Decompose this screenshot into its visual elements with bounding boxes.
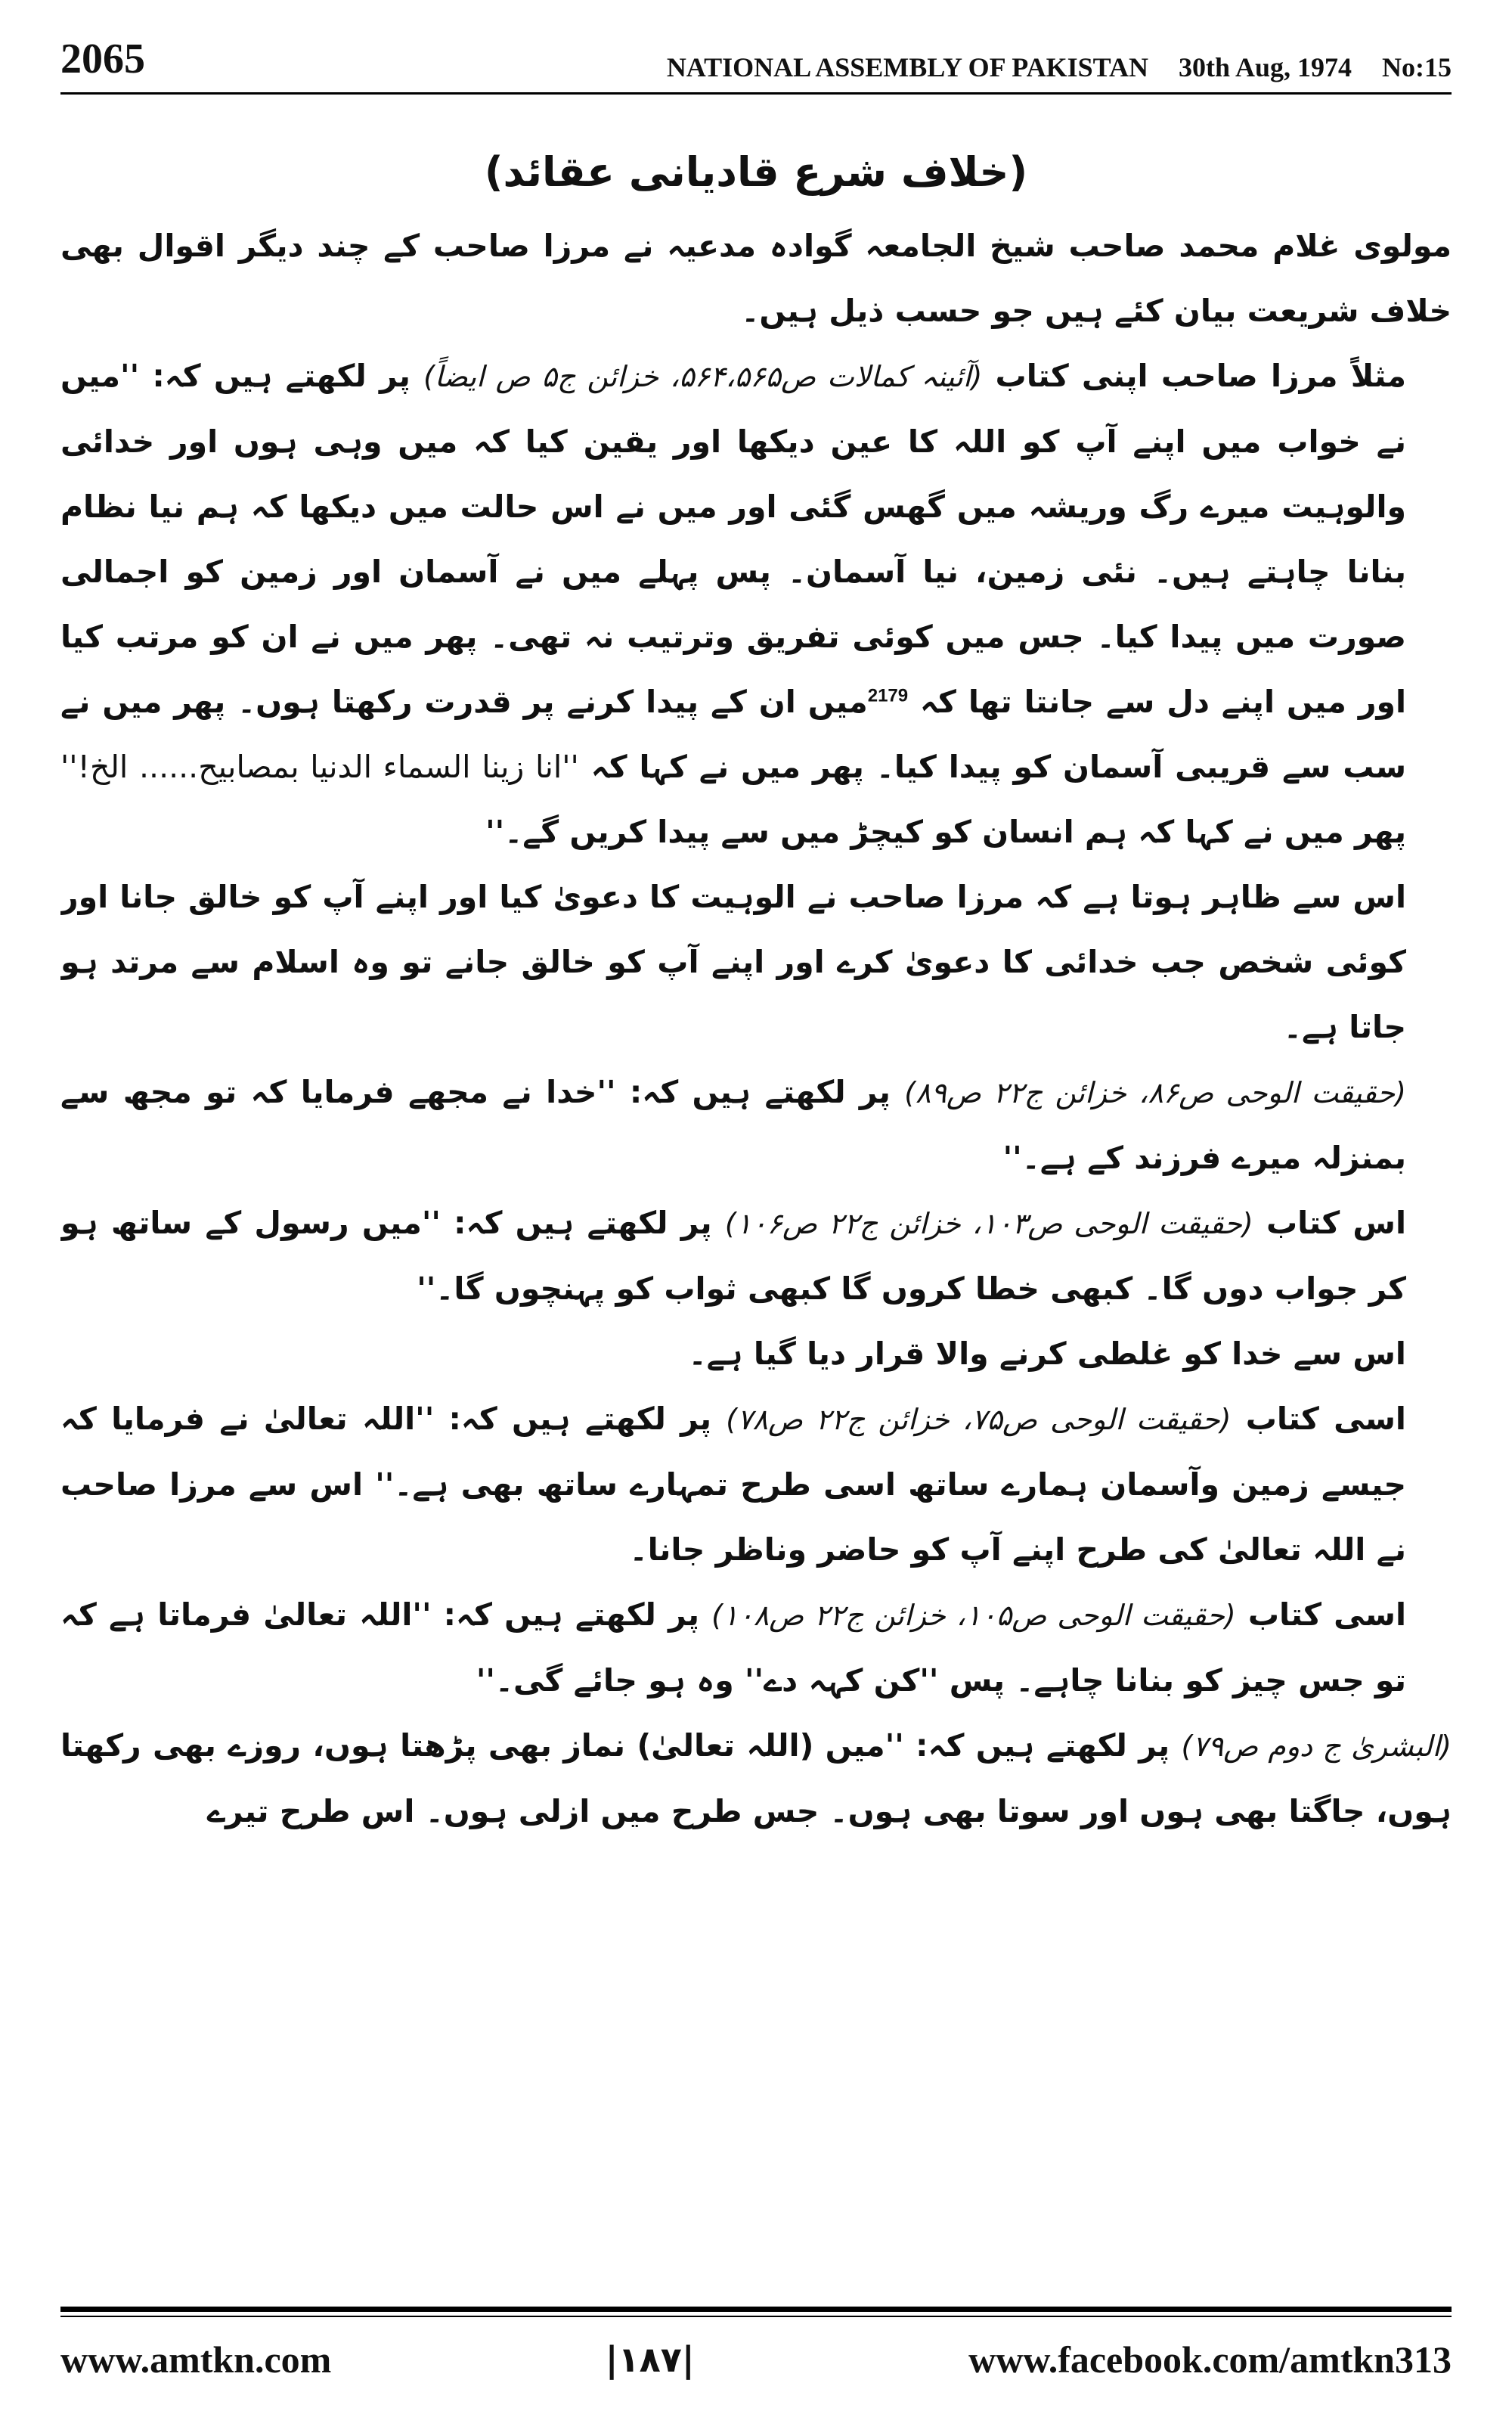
issue-number: No:15 (1382, 52, 1452, 82)
quote-5-lead: اسی کتاب (1247, 1596, 1406, 1633)
quote-6-text: پر لکھتے ہیں کہ: ''میں (اللہ تعالیٰ) نماز بھی پڑھتا ہوں، روزے بھی رکھتا ہوں، جاگتا بھی ہوں اور سوتا بھی ہوں۔ جس طرح میں ازلی ہوں۔ اس طرح تیرے (60, 1727, 1452, 1829)
quote-4-text: پر لکھتے ہیں کہ: ''اللہ تعالیٰ نے فرمایا کہ جیسے زمین وآسمان ہمارے ساتھ اسی طرح تمہارے ساتھ بھی ہے۔'' اس سے مرزا صاحب نے اللہ تعالیٰ کی طرح اپنے آپ کو حاضر وناظر جانا۔ (60, 1401, 1406, 1568)
quote-1-text: پر لکھتے ہیں کہ: ''میں نے خواب میں اپنے آپ کو اللہ کا عین دیکھا اور یقین کیا کہ میں وہی ہوں اور خدائی والوہیت میرے رگ وریشہ میں گھس گئی اور میں نے اس حالت میں دیکھا کہ ہم نیا نظام بنانا چاہتے ہیں۔ نئی زمین، نیا آسمان۔ پس پہلے میں نے آسمان اور زمین کو اجمالی صورت میں پیدا کیا۔ جس میں کوئی تفریق وترتیب نہ تھی۔ پھر میں نے ان کو مرتب کیا اور میں اپنے دل سے جانتا تھا کہ (60, 358, 1406, 720)
footer-rule-thick (60, 2307, 1452, 2312)
quote-1-lead: مثلاً مرزا صاحب اپنی کتاب (995, 358, 1407, 394)
footer-rule-thin (60, 2316, 1452, 2317)
quote-5-reference: (حقیقت الوحی ص۱۰۵، خزائن ج۲۲ ص۱۰۸) (711, 1599, 1236, 1632)
quote-2-reference: (حقیقت الوحی ص۸۶، خزائن ج۲۲ ص۸۹) (904, 1076, 1406, 1109)
section-heading: (خلاف شرع قادیانی عقائد) (484, 148, 1028, 196)
paragraph-quote-6 (60, 1713, 1452, 1844)
paragraph-intro (60, 213, 1452, 343)
paragraph-quote-1 (60, 343, 1452, 864)
website-link[interactable]: www.amtkn.com (60, 2338, 332, 2381)
quote-6-reference: (البشریٰ ج دوم ص۷۹) (1181, 1730, 1452, 1763)
quote-3-lead: اس کتاب (1266, 1205, 1406, 1241)
footnote-marker: 2179 (867, 685, 909, 706)
quote-3-text: پر لکھتے ہیں کہ: ''میں رسول کے ساتھ ہو کر جواب دوں گا۔ کبھی خطا کروں گا کبھی ثواب کو پہنچوں گا۔'' (60, 1205, 1406, 1307)
quote-1-arabic: ''انا زینا السماء الدنیا بمصابیح...... الخ!'' (60, 749, 579, 785)
paragraph-quote-4 (60, 1386, 1452, 1582)
header-rule (60, 92, 1452, 95)
quote-2-text: پر لکھتے ہیں کہ: ''خدا نے مجھے فرمایا کہ تو مجھ سے بمنزلہ میرے فرزند کے ہے۔'' (60, 1074, 1406, 1176)
document-body (60, 136, 1452, 2208)
quote-1-text-cont: میں ان کے پیدا کرنے پر قدرت رکھتا ہوں۔ پھر میں نے سب سے قریبی آسمان کو پیدا کیا۔ پھر میں نے کہا کہ (60, 684, 1407, 785)
publication-date: 30th Aug, 1974 (1178, 52, 1352, 82)
paragraph-conclusion-2 (60, 1321, 1452, 1386)
paragraph-conclusion-1 (60, 864, 1452, 1060)
conclusion-1-text: اس سے ظاہر ہوتا ہے کہ مرزا صاحب نے الوہیت کا دعویٰ کیا اور اپنے آپ کو خالق جانا اور کوئی شخص جب خدائی کا دعویٰ کرے اور اپنے آپ کو خالق جانے تو وہ اسلام سے مرتد ہو جاتا ہے۔ (60, 879, 1406, 1045)
conclusion-2-text: اس سے خدا کو غلطی کرنے والا قرار دیا گیا ہے۔ (688, 1336, 1406, 1372)
paragraph-intro-text: مولوی غلام محمد صاحب شیخ الجامعہ گوادہ مدعیہ نے مرزا صاحب کے چند دیگر اقوال بھی خلاف شریعت بیان کئے ہیں جو حسب ذیل ہیں۔ (60, 228, 1452, 329)
page-header (60, 30, 1452, 83)
publication-title: NATIONAL ASSEMBLY OF PAKISTAN (666, 52, 1148, 82)
paragraph-quote-2 (60, 1060, 1452, 1190)
paragraph-quote-3 (60, 1190, 1452, 1321)
quote-1-text-end: پھر میں نے کہا کہ ہم انسان کو کیچڑ میں سے پیدا کریں گے۔'' (485, 814, 1406, 850)
facebook-link[interactable]: www.facebook.com/amtkn313 (968, 2338, 1452, 2381)
quote-1-reference: (آئینہ کمالات ص۵۶۴،۵۶۵، خزائن ج۵ ص ایضاً) (423, 360, 983, 393)
footer-page-marker: |۱۸۷| (605, 2339, 695, 2380)
quote-5-text: پر لکھتے ہیں کہ: ''اللہ تعالیٰ فرماتا ہے کہ تو جس چیز کو بنانا چاہے۔ پس ''کن کہہ دے'' وہ ہو جائے گی۔'' (60, 1596, 1406, 1699)
header-info (667, 51, 1452, 83)
paragraph-quote-5 (60, 1582, 1452, 1713)
page-number: 2065 (60, 36, 145, 82)
quote-3-reference: (حقیقت الوحی ص۱۰۳، خزائن ج۲۲ ص۱۰۶) (724, 1207, 1253, 1240)
quote-4-reference: (حقیقت الوحی ص۷۵، خزائن ج۲۲ ص۷۸) (726, 1403, 1232, 1436)
quote-4-lead: اسی کتاب (1245, 1401, 1406, 1437)
page-footer (60, 2329, 1452, 2390)
